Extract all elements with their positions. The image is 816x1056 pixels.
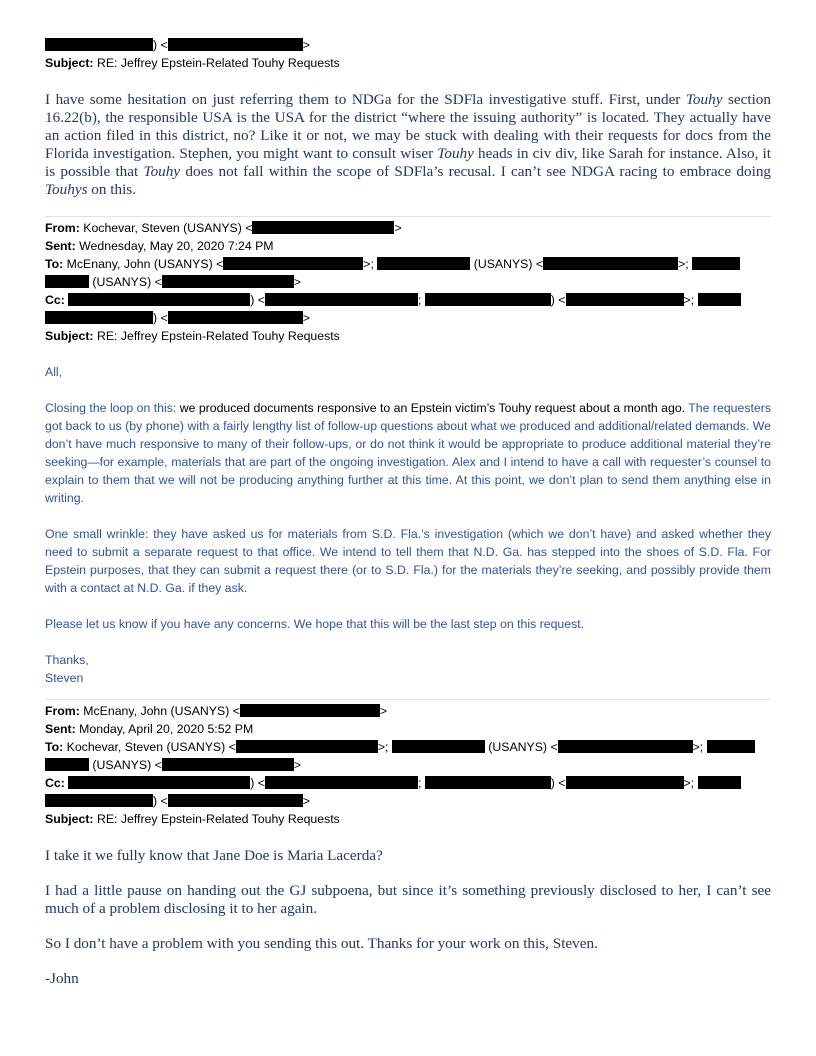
- redaction-bar: [707, 740, 755, 753]
- email2-greeting: All,: [45, 365, 63, 379]
- redaction-bar: [566, 776, 684, 789]
- cc-label: Cc:: [45, 293, 65, 307]
- email2-signature: Steven: [45, 671, 84, 685]
- email2-paragraph-2: One small wrinkle: they have asked us for materials from S.D. Fla.’s investigation (which we don’t have) and asked whether they need to submit a separate request to that office. We intend to tell them that N.D. Ga. has stepped into the shoes of S.D. Fla. For Epstein purposes, that they can submit a request there (or to S.D. Fla.) for the materials they’re seeking, and possibly provide them with a contact at N.D. Ga. if they ask.: [45, 527, 771, 595]
- to-label: To:: [45, 257, 64, 271]
- redaction-bar: [68, 776, 250, 789]
- redaction-bar: [425, 293, 551, 306]
- from-label: From:: [45, 704, 80, 718]
- sent-value: Monday, April 20, 2020 5:52 PM: [79, 722, 254, 736]
- redaction-bar: [692, 257, 740, 270]
- from-value: Kochevar, Steven (USANYS) <: [83, 221, 253, 235]
- email-document: [45, 36, 771, 988]
- redaction-bar: [45, 311, 153, 324]
- subject-text: RE: Jeffrey Epstein-Related Touhy Requests: [96, 56, 340, 70]
- redaction-bar: [425, 776, 551, 789]
- sent-label: Sent:: [45, 722, 76, 736]
- email3-header: [45, 702, 771, 828]
- subject-row: [45, 810, 771, 828]
- email-separator: [45, 699, 771, 700]
- punct: >: [302, 38, 310, 52]
- sent-value: Wednesday, May 20, 2020 7:24 PM: [79, 239, 274, 253]
- redaction-bar: [168, 794, 303, 807]
- redaction-bar: [168, 38, 303, 51]
- email2-signoff: Thanks,: [45, 653, 89, 667]
- to-row: To: McEnany, John (USANYS) < >; (USANYS) < >;: [45, 255, 771, 273]
- highlighted-sentence: we produced documents responsive to an Epstein victim’s Touhy request about a month ago.: [179, 401, 686, 415]
- subject-text: RE: Jeffrey Epstein-Related Touhy Requests: [96, 812, 340, 826]
- redaction-bar: [45, 758, 89, 771]
- redaction-bar: [45, 275, 89, 288]
- sent-row: [45, 237, 771, 255]
- email1-header-row-address: [45, 36, 771, 54]
- redaction-bar: [45, 38, 153, 51]
- sent-label: Sent:: [45, 239, 76, 253]
- redaction-bar: [698, 776, 741, 789]
- email1-subject-row: [45, 54, 771, 72]
- redaction-bar: [377, 257, 470, 270]
- email1-body-paragraph: I have some hesitation on just referring them to NDGa for the SDFla investigative stuff. First, under Touhy section 16.22(b), the responsible USA is the USA for the district “where the issuing authority” is located. They actually have an action filed in this district, no? Like it or not, we may be stuck with dealing with their requests for docs from the Florida investigation. Stephen, you might want to consult wiser Touhy heads in civ div, like Sarah for instance. Also, it is possible that Touhy does not fall within the scope of SDFla’s recusal. I can’t see NDGA racing to embrace doing Touhys on this.: [45, 91, 772, 198]
- to-label: To:: [45, 740, 64, 754]
- sent-row: [45, 720, 771, 738]
- redaction-bar: [558, 740, 693, 753]
- redaction-bar: [168, 311, 303, 324]
- cc-row: Cc: ) < ; ) < >;: [45, 291, 771, 309]
- touhy-italic: Touhy: [685, 91, 723, 108]
- cc-row-continued: ) < >: [45, 309, 771, 327]
- redaction-bar: [223, 257, 363, 270]
- email2-paragraph-3: Please let us know if you have any concerns. We hope that this will be the last step on this request.: [45, 617, 585, 631]
- redaction-bar: [162, 758, 294, 771]
- redaction-bar: [236, 740, 378, 753]
- cc-label: Cc:: [45, 776, 65, 790]
- redaction-bar: [265, 293, 418, 306]
- to-row: To: Kochevar, Steven (USANYS) < >; (USANYS) < >;: [45, 738, 771, 756]
- touhy-italic: Touhy: [437, 145, 474, 162]
- subject-label: Subject:: [45, 56, 94, 70]
- redaction-bar: [566, 293, 684, 306]
- subject-label: Subject:: [45, 812, 94, 826]
- from-label: From:: [45, 221, 80, 235]
- to-value: McEnany, John (USANYS) <: [66, 257, 224, 271]
- cc-row: Cc: ) < ; ) < >;: [45, 774, 771, 792]
- email2-header: [45, 219, 771, 345]
- to-row-continued: (USANYS) < >: [45, 756, 771, 774]
- redaction-bar: [698, 293, 741, 306]
- email-separator: [45, 216, 771, 217]
- redaction-bar: [240, 704, 380, 717]
- touhys-italic: Touhys: [45, 181, 88, 198]
- cc-row-continued: ) < >: [45, 792, 771, 810]
- touhy-italic: Touhy: [143, 163, 181, 180]
- subject-text: RE: Jeffrey Epstein-Related Touhy Requests: [96, 329, 340, 343]
- email3-paragraph-3: So I don’t have a problem with you sending this out. Thanks for your work on this, Steven.: [45, 935, 598, 952]
- to-value: Kochevar, Steven (USANYS) <: [66, 740, 236, 754]
- to-row-continued: (USANYS) < >: [45, 273, 771, 291]
- redaction-bar: [45, 794, 153, 807]
- punct: ) <: [153, 38, 168, 52]
- email3-paragraph-2: I had a little pause on handing out the GJ subpoena, but since it’s something previously disclosed to her, I can’t see much of a problem disclosing it to her again.: [45, 882, 771, 917]
- redaction-bar: [162, 275, 294, 288]
- redaction-bar: [252, 221, 394, 234]
- from-row: From: Kochevar, Steven (USANYS) < >: [45, 221, 402, 235]
- from-row: From: McEnany, John (USANYS) < >: [45, 704, 388, 718]
- subject-row: [45, 327, 771, 345]
- redaction-bar: [265, 776, 418, 789]
- redaction-bar: [68, 293, 250, 306]
- email3-paragraph-1: I take it we fully know that Jane Doe is Maria Lacerda?: [45, 847, 383, 864]
- from-value: McEnany, John (USANYS) <: [83, 704, 240, 718]
- email3-signature: -John: [45, 970, 79, 987]
- subject-label: Subject:: [45, 329, 94, 343]
- email2-paragraph-1: Closing the loop on this: we produced documents responsive to an Epstein victim’s Touhy request about a month ago. The requesters got back to us (by phone) with a fairly lengthy list of follow-up questions about what we produced and additional/related demands. We don’t have much responsive to many of their follow-ups, or do not think it would be appropriate to produce additional material they’re seeking—for example, materials that are part of the ongoing investigation. Alex and I intend to have a call with requester’s counsel to explain to them that we will not be producing anything further at this time. At this point, we don’t plan to send them anything else in writing.: [45, 401, 771, 505]
- redaction-bar: [392, 740, 485, 753]
- redaction-bar: [543, 257, 678, 270]
